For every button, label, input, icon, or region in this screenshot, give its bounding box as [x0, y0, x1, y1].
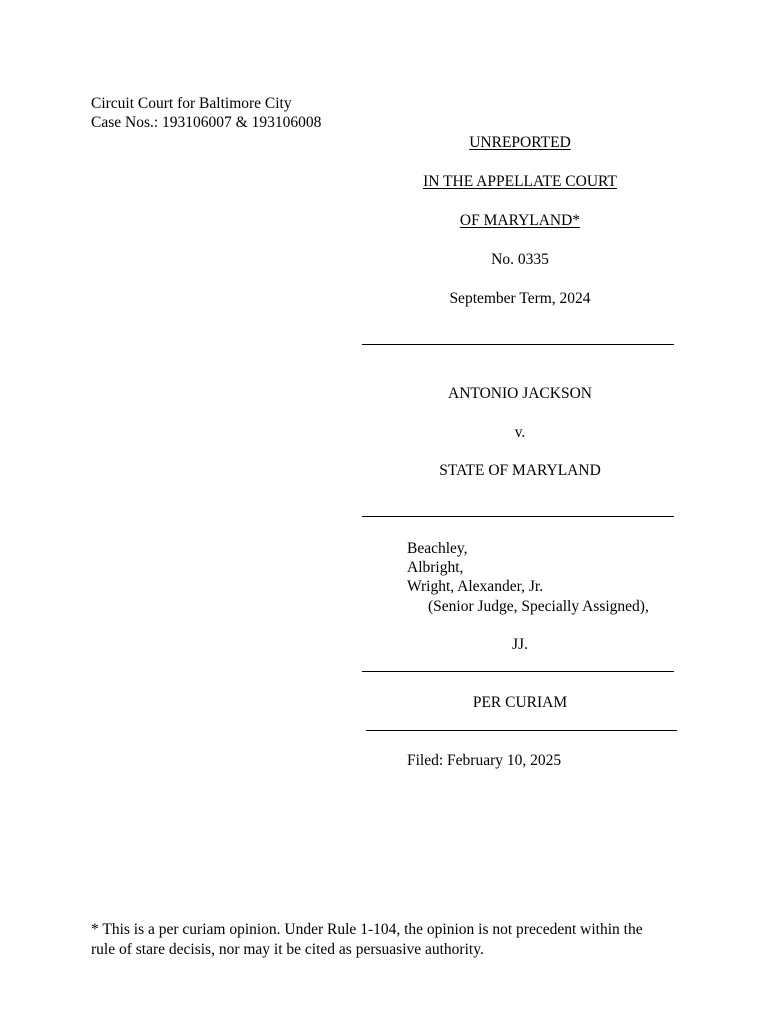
judge-3: Wright, Alexander, Jr. — [407, 578, 544, 595]
divider-2 — [362, 516, 674, 517]
divider-3 — [362, 671, 674, 672]
judge-1: Beachley, — [407, 540, 468, 557]
divider-1 — [362, 344, 674, 345]
versus: v. — [514, 424, 526, 441]
footnote-line-2: rule of stare decisis, nor may it be cited as persuasive authority. — [91, 941, 484, 958]
court-title-line1: IN THE APPELLATE COURT — [423, 173, 617, 190]
term: September Term, 2024 — [449, 290, 591, 307]
court-title-line2: OF MARYLAND* — [459, 212, 581, 229]
judges-suffix: JJ. — [512, 636, 528, 653]
case-numbers: Case Nos.: 193106007 & 193106008 — [91, 114, 322, 131]
filed-date: Filed: February 10, 2025 — [407, 752, 562, 769]
opinion-type: PER CURIAM — [472, 694, 568, 711]
court-name: Circuit Court for Baltimore City — [91, 95, 292, 112]
appellant-name: ANTONIO JACKSON — [448, 385, 592, 402]
footnote-line-1: * This is a per curiam opinion. Under Rule 1-104, the opinion is not precedent within the — [91, 921, 643, 938]
docket-number: No. 0335 — [491, 251, 549, 268]
judge-2: Albright, — [407, 559, 464, 576]
unreported-label: UNREPORTED — [469, 134, 571, 151]
divider-4 — [366, 730, 677, 731]
judge-note: (Senior Judge, Specially Assigned), — [428, 598, 649, 615]
appellee-name: STATE OF MARYLAND — [439, 462, 601, 479]
